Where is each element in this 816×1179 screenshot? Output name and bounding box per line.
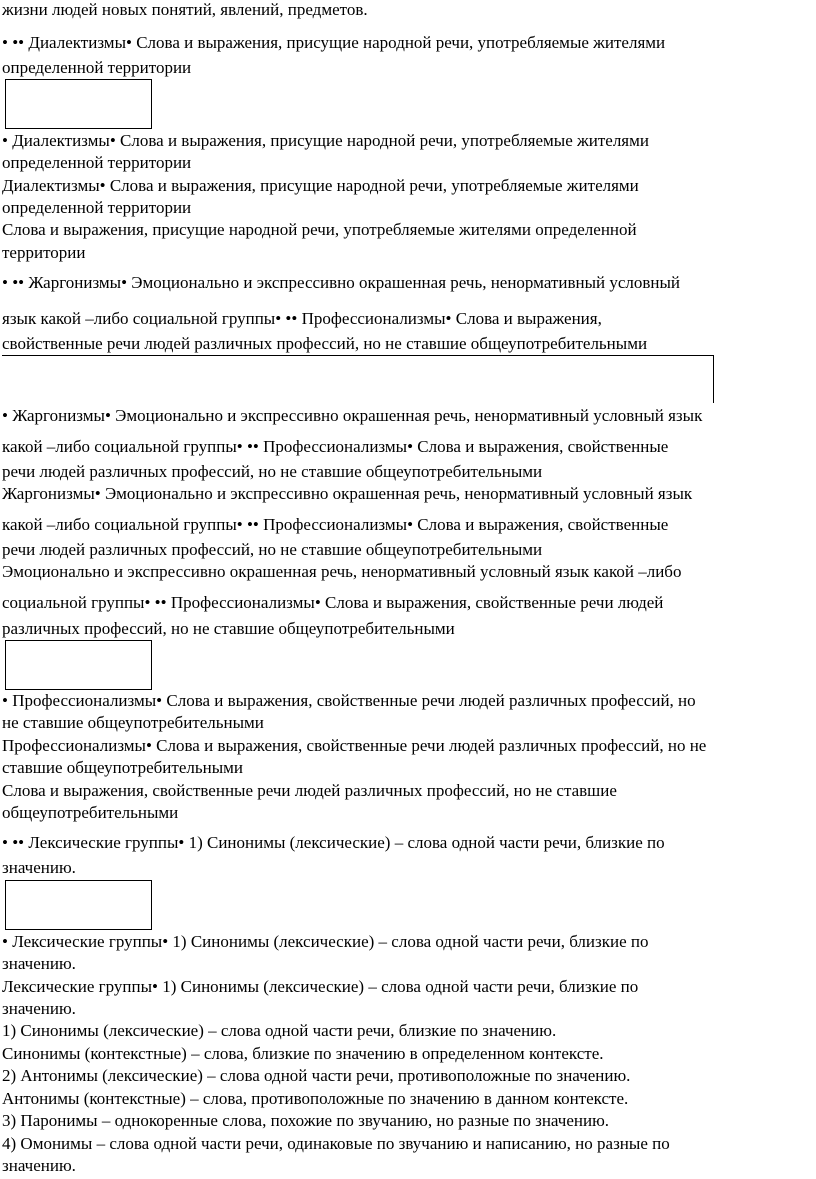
text-line: территории (2, 243, 86, 262)
text-line: значению. (2, 1156, 76, 1175)
text-line: • •• Лексические группы• 1) Синонимы (лексические) – слова одной части речи, близкие по (2, 833, 665, 852)
text-line: 1) Синонимы (лексические) – слова одной части речи, близкие по значению. (2, 1021, 557, 1040)
text-line: жизни людей новых понятий, явлений, предметов. (2, 0, 368, 19)
text-line: Эмоционально и экспрессивно окрашенная речь, ненормативный условный язык какой –либо (2, 562, 682, 581)
frame-top-line (2, 355, 714, 356)
text-line: значению. (2, 858, 76, 877)
text-line: 4) Омонимы – слова одной части речи, одинаковые по звучанию и написанию, но разные по (2, 1134, 670, 1153)
text-line: какой –либо социальной группы• •• Профессионализмы• Слова и выражения, свойственные (2, 515, 669, 534)
image-placeholder-box (5, 880, 152, 930)
text-line: общеупотребительными (2, 803, 179, 822)
text-line: 3) Паронимы – однокоренные слова, похожие по звучанию, но разные по значению. (2, 1111, 610, 1130)
image-placeholder-box (5, 640, 152, 690)
text-line: социальной группы• •• Профессионализмы• Слова и выражения, свойственные речи людей (2, 593, 664, 612)
text-line: Лексические группы• 1) Синонимы (лексические) – слова одной части речи, близкие по (2, 977, 639, 996)
text-line: свойственные речи людей различных профессий, но не ставшие общеупотребительными (2, 334, 648, 353)
text-line: ставшие общеупотребительными (2, 758, 243, 777)
text-line: определенной территории (2, 153, 192, 172)
text-line: Слова и выражения, присущие народной речи, употребляемые жителями определенной (2, 220, 637, 239)
text-line: • Лексические группы• 1) Синонимы (лексические) – слова одной части речи, близкие по (2, 932, 649, 951)
text-line: 2) Антонимы (лексические) – слова одной части речи, противоположные по значению. (2, 1066, 631, 1085)
text-line: • Жаргонизмы• Эмоционально и экспрессивно окрашенная речь, ненормативный условный язык (2, 406, 703, 425)
text-line: Антонимы (контекстные) – слова, противоположные по значению в данном контексте. (2, 1089, 629, 1108)
text-line: язык какой –либо социальной группы• •• Профессионализмы• Слова и выражения, (2, 309, 602, 328)
text-line: определенной территории (2, 198, 192, 217)
text-line: • •• Диалектизмы• Слова и выражения, присущие народной речи, употребляемые жителями (2, 33, 666, 52)
text-line: • Профессионализмы• Слова и выражения, свойственные речи людей различных профессий, но (2, 691, 696, 710)
text-line: Жаргонизмы• Эмоционально и экспрессивно окрашенная речь, ненормативный условный язык (2, 484, 693, 503)
text-line: речи людей различных профессий, но не ставшие общеупотребительными (2, 540, 543, 559)
text-line: различных профессий, но не ставшие общеупотребительными (2, 619, 455, 638)
frame-right-line (713, 355, 714, 403)
text-line: Профессионализмы• Слова и выражения, свойственные речи людей различных профессий, но не (2, 736, 707, 755)
text-line: • •• Жаргонизмы• Эмоционально и экспрессивно окрашенная речь, ненормативный условный (2, 273, 681, 292)
text-line: Слова и выражения, свойственные речи людей различных профессий, но не ставшие (2, 781, 617, 800)
image-placeholder-box (5, 79, 152, 129)
text-line: Диалектизмы• Слова и выражения, присущие народной речи, употребляемые жителями (2, 176, 639, 195)
text-line: какой –либо социальной группы• •• Профессионализмы• Слова и выражения, свойственные (2, 437, 669, 456)
text-line: значению. (2, 999, 76, 1018)
text-line: определенной территории (2, 58, 192, 77)
text-line: речи людей различных профессий, но не ставшие общеупотребительными (2, 462, 543, 481)
text-line: не ставшие общеупотребительными (2, 713, 264, 732)
text-line: значению. (2, 954, 76, 973)
text-line: Синонимы (контекстные) – слова, близкие по значению в определенном контексте. (2, 1044, 604, 1063)
text-line: • Диалектизмы• Слова и выражения, присущие народной речи, употребляемые жителями (2, 131, 649, 150)
